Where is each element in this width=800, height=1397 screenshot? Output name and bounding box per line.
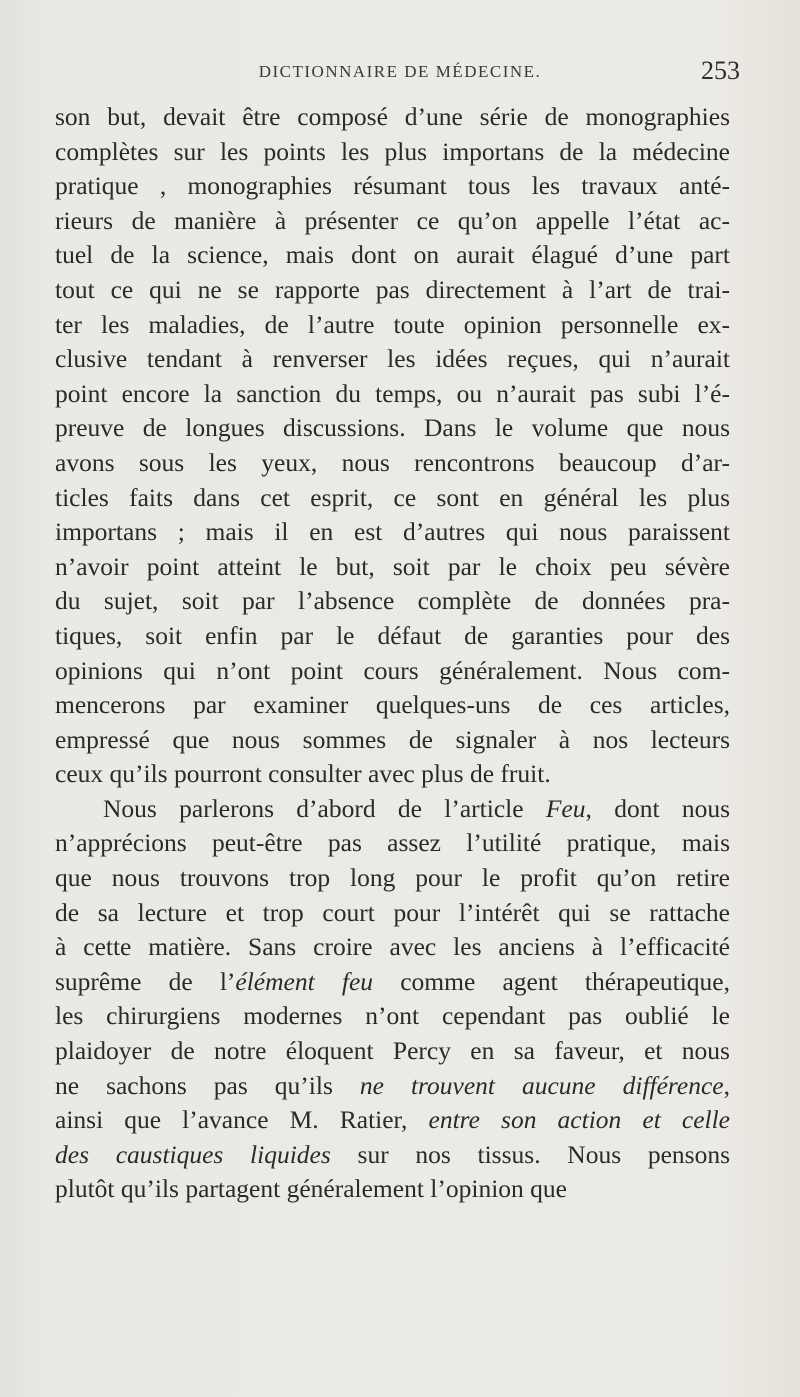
- italic-term: entre son action et celle: [428, 1105, 730, 1135]
- text-line: tiques, soit enfin par le défaut de garanties pour des: [55, 620, 730, 650]
- italic-term: Feu: [545, 793, 586, 823]
- text-line: n’apprécions peut-être pas assez l’utilité pratique, mais: [55, 828, 730, 858]
- text-line: des caustiques liquides sur nos tissus. Nous pensons: [55, 1139, 730, 1169]
- text-line: tout ce qui ne se rapporte pas directement à l’art de trai-: [55, 274, 730, 304]
- paragraph-1: [55, 100, 730, 792]
- text-line: plaidoyer de notre éloquent Percy en sa faveur, et nous: [55, 1036, 730, 1066]
- text-line: opinions qui n’ont point cours généralement. Nous com-: [55, 655, 730, 685]
- text-line: ticles faits dans cet esprit, ce sont en général les plus: [55, 482, 730, 512]
- text-line: point encore la sanction du temps, ou n’aurait pas subi l’é-: [55, 378, 730, 408]
- text-line: mencerons par examiner quelques-uns de ces articles,: [55, 690, 730, 720]
- text-line: suprême de l’élément feu comme agent thérapeutique,: [55, 966, 730, 996]
- text-line: rieurs de manière à présenter ce qu’on appelle l’état ac-: [55, 205, 730, 235]
- text-line: Nous parlerons d’abord de l’article Feu, dont nous: [103, 793, 730, 823]
- running-title: DICTIONNAIRE DE MÉDECINE.: [258, 62, 542, 81]
- text-line: empressé que nous sommes de signaler à nos lecteurs: [55, 724, 730, 754]
- text-line: à cette matière. Sans croire avec les anciens à l’efficacité: [55, 932, 730, 962]
- text-line: ter les maladies, de l’autre toute opinion personnelle ex-: [55, 309, 730, 339]
- text-line: avons sous les yeux, nous rencontrons beaucoup d’ar-: [55, 447, 730, 477]
- text-line: tuel de la science, mais dont on aurait élagué d’une part: [55, 240, 730, 270]
- text-line: son but, devait être composé d’une série de monographies: [55, 102, 730, 131]
- page-header: [60, 56, 740, 90]
- text-line: importans ; mais il en est d’autres qui nous paraissent: [55, 517, 730, 547]
- text-line: ainsi que l’avance M. Ratier, entre son action et celle: [55, 1105, 730, 1135]
- text-line: de sa lecture et trop court pour l’intérêt qui se rattache: [55, 897, 730, 927]
- text-line: complètes sur les points les plus importans de la médecine: [55, 136, 730, 166]
- text-line: clusive tendant à renverser les idées reçues, qui n’aurait: [55, 344, 730, 374]
- text-line: que nous trouvons trop long pour le profit qu’on retire: [55, 863, 730, 893]
- text-line: du sujet, soit par l’absence complète de données pra-: [55, 586, 730, 616]
- text-line: les chirurgiens modernes n’ont cependant pas oublié le: [55, 1001, 730, 1031]
- text-line: ceux qu’ils pourront consulter avec plus de fruit.: [55, 759, 551, 789]
- text-line: ne sachons pas qu’ils ne trouvent aucune différence,: [55, 1070, 730, 1100]
- paragraph-2: [55, 792, 730, 1207]
- text-line: pratique , monographies résumant tous les travaux anté-: [55, 171, 730, 201]
- italic-term: des caustiques liquides: [55, 1139, 331, 1169]
- page-number: 253: [701, 56, 740, 85]
- italic-term: ne trouvent aucune différence: [359, 1070, 724, 1100]
- text-line: n’avoir point atteint le but, soit par le choix peu sévère: [55, 551, 730, 581]
- text-line: plutôt qu’ils partagent généralement l’opinion que: [55, 1174, 567, 1204]
- body-text: [55, 100, 730, 1207]
- text-line: preuve de longues discussions. Dans le volume que nous: [55, 413, 730, 443]
- italic-term: élément feu: [235, 966, 374, 996]
